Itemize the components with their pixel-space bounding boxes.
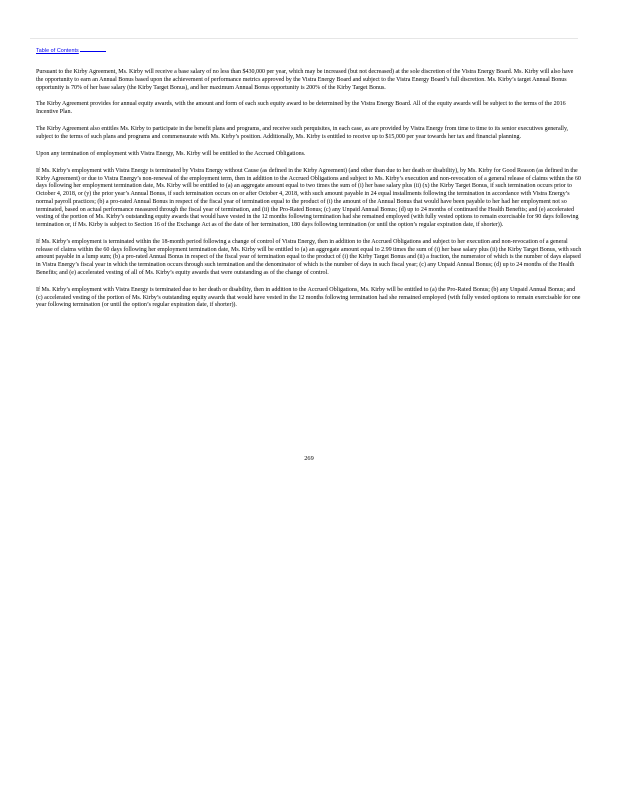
header-divider [30, 38, 578, 39]
paragraph-accrued-obligations: Upon any termination of employment with Vistra Energy, Ms. Kirby will be entitled to the Accrued Obligations. [36, 150, 306, 157]
page-number: 269 [304, 455, 314, 462]
paragraph-death-or-disability: If Ms. Kirby’s employment with Vistra Energy is terminated due to her death or disability, then in addition to the Accrued Obligations, Ms. Kirby will be entitled to (a) the Pro-Rated Bonus; (b) any Unpaid Annual Bonus; and (c) accelerated vesting of the portion of Ms. Kirby’s outstanding equity awards that would have vested in the 12 months following termination had she remained employed (with fully vested options to remain exercisable for one year following termination (or until the option’s regular expiration date, if shorter)). [36, 286, 581, 309]
paragraph-change-of-control: If Ms. Kirby’s employment is terminated within the 18-month period following a change of control of Vistra Energy, then in addition to the Accrued Obligations and subject to her execution and non-revocation of a general release of claims within the 60 days following her employment termination date, Ms. Kirby will be entitled to (a) an aggregate amount equal to 2.99 times the sum of (i) her base salary plus (ii) the Kirby Target Bonus, with such amount payable in a lump sum; (b) a pro-rated Annual Bonus in respect of the fiscal year of termination equal to the product of (i) the Kirby Target Bonus and (ii) a fraction, the numerator of which is the number of days elapsed in Vistra Energy’s fiscal year in which the termination occurs through such termination and the denominator of which is the number of days in such fiscal year; (c) any Unpaid Annual Bonus; (d) up to 24 months of the Health Benefits; and (e) accelerated vesting of all of Ms. Kirby’s equity awards that were outstanding as of the change of control. [36, 238, 582, 276]
paragraph-equity-awards: The Kirby Agreement provides for annual equity awards, with the amount and form of each such equity award to be determined by the Vistra Energy Board. All of the equity awards will be subject to the terms of the 2016 Incentive Plan. [36, 101, 566, 116]
table-of-contents-link[interactable]: Table of Contents [36, 48, 106, 55]
paragraph-base-salary: Pursuant to the Kirby Agreement, Ms. Kirby will receive a base salary of no less than $430,000 per year, which may be increased (but not decreased) at the sole discretion of the Vistra Energy Board. Ms. Kirby will also have the opportunity to earn an Annual Bonus based upon the achievement of performance metrics approved by the Vistra Energy Board and subject to the Vistra Energy Board’s full discretion. Ms. Kirby’s target Annual Bonus opportunity is 70% of her base salary (the Kirby Target Bonus), and her maximum Annual Bonus opportunity is 200% of the Kirby Target Bonus. [36, 69, 574, 91]
paragraph-benefits: The Kirby Agreement also entitles Ms. Kirby to participate in the benefit plans and programs, and receive such perquisites, in each case, as are provided by Vistra Energy from time to time to its senior executives generally, subject to the terms of such plans and programs and commensurate with Ms. Kirby’s position. Additionally, Ms. Kirby is entitled to receive up to $15,000 per year towards her tax and financial planning. [36, 126, 569, 140]
paragraph-termination-without-cause: If Ms. Kirby’s employment with Vistra Energy is terminated by Vistra Energy without Cause (as defined in the Kirby Agreement) (and other than due to her death or disability), by Ms. Kirby for Good Reason (as defined in the Kirby Agreement) or due to Vistra Energy’s non-renewal of the employment term, then in addition to the Accrued Obligations and subject to Ms. Kirby’s execution and non-revocation of a general release of claims within the 60 days following her employment termination date, Ms. Kirby will be entitled to (a) an aggregate amount equal to two times the sum of (i) her base salary plus (ii) (x) the Kirby Target Bonus, if such termination occurs prior to October 4, 2018, or (y) the prior year’s Annual Bonus, if such termination occurs on or after October 4, 2018, with such amount payable in 24 equal installments following the termination in accordance with Vistra Energy’s normal payroll practices; (b) a pro-rated Annual Bonus in respect of the fiscal year of termination equal to the product of (i) the amount of the Annual Bonus that would have been payable to her had her employment not so terminated, based on actual performance measured through the fiscal year of termination, and (ii) the Pro-Rated Bonus; (c) any Unpaid Annual Bonus; (d) up to 24 months of continued the Health Benefits; and (e) accelerated vesting of the portion of Ms. Kirby’s outstanding equity awards that would have vested in the 12 months following termination had she remained employed (with fully vested options to remain exercisable for 90 days following termination or, if Ms. Kirby is subject to Section 16 of the Exchange Act as of the date of her termination, 180 days following termination (or until the option’s regular expiration date, if shorter)). [36, 167, 581, 228]
document-body [36, 69, 582, 319]
